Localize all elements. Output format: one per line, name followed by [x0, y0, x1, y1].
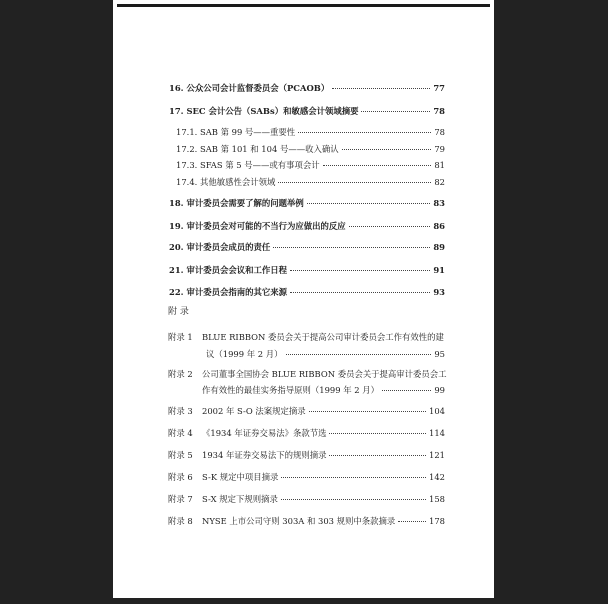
- toc-entry-label: 17.3. SFAS 第 5 号——或有事项会计: [176, 160, 320, 170]
- scan-border-bottom: [113, 598, 494, 604]
- toc-entry-page: 86: [433, 221, 445, 231]
- toc-entry-21[interactable]: [169, 265, 445, 276]
- toc-entry-label: 17.1. SAB 第 99 号——重要性: [176, 127, 296, 137]
- toc-leader-dots: [329, 433, 426, 434]
- toc-entry-label: 17. SEC 会计公告（SABs）和敏感会计领域摘要: [169, 106, 359, 116]
- toc-entry-label: 18. 审计委员会需要了解的问题举例: [169, 198, 304, 208]
- toc-entry-16[interactable]: [169, 83, 445, 94]
- toc-entry-label: 17.2. SAB 第 101 和 104 号——收入确认: [176, 144, 339, 154]
- toc-entry-page: 99: [434, 385, 445, 395]
- toc-entry-page: 95: [434, 349, 445, 359]
- toc-entry-page: 77: [433, 83, 445, 93]
- toc-entry-label: 17.4. 其他敏感性会计领域: [176, 177, 276, 187]
- toc-entry-label: 16. 公众公司会计监督委员会（PCAOB）: [169, 83, 330, 93]
- toc-leader-dots: [382, 390, 431, 391]
- toc-entry-page: 78: [433, 106, 445, 116]
- appendix-heading: 附 录: [168, 307, 189, 317]
- toc-entry-page: 158: [429, 494, 445, 504]
- toc-entry-label: 21. 审计委员会会议和工作日程: [169, 265, 287, 275]
- toc-entry-17[interactable]: [169, 106, 445, 117]
- toc-entry-page: 83: [433, 198, 445, 208]
- toc-entry-page: 79: [434, 144, 445, 154]
- toc-leader-dots: [349, 226, 431, 227]
- toc-leader-dots: [323, 165, 432, 166]
- toc-entry-label: 22. 审计委员会指南的其它来源: [169, 287, 287, 297]
- toc-entry-page: 178: [429, 516, 445, 526]
- document-page: [113, 0, 494, 598]
- toc-leader-dots: [332, 88, 430, 89]
- appendix-title: S-K 规定中项目摘录: [202, 472, 279, 482]
- toc-entry-page: 81: [434, 160, 445, 170]
- toc-leader-dots: [290, 292, 430, 293]
- toc-entry-page: 93: [433, 287, 445, 297]
- toc-entry-page: 121: [429, 450, 445, 460]
- scan-border-left: [0, 0, 113, 604]
- toc-entry-22[interactable]: [169, 287, 445, 298]
- appendix-title: 《1934 年证券交易法》条款节选: [202, 428, 327, 438]
- toc-entry-page: 104: [429, 406, 445, 416]
- appendix-3-entry[interactable]: [202, 406, 445, 417]
- toc-entry-label: 19. 审计委员会对可能的不当行为应做出的反应: [169, 221, 346, 231]
- toc-entry-17-1[interactable]: [176, 127, 445, 138]
- appendix-8-entry[interactable]: [202, 516, 445, 527]
- toc-entry-19[interactable]: [169, 221, 445, 232]
- toc-leader-dots: [281, 477, 426, 478]
- appendix-6-number: 附录 6: [168, 472, 193, 482]
- toc-leader-dots: [273, 247, 430, 248]
- toc-leader-dots: [298, 132, 431, 133]
- appendix-title: 2002 年 S-O 法案规定摘录: [202, 406, 306, 416]
- toc-leader-dots: [286, 354, 432, 355]
- toc-leader-dots: [307, 203, 431, 204]
- toc-entry-page: 114: [429, 428, 445, 438]
- appendix-3-number: 附录 3: [168, 406, 193, 416]
- appendix-title-line2: 作有效性的最佳实务指导原则（1999 年 2 月）: [202, 385, 380, 395]
- toc-entry-page: 142: [429, 472, 445, 482]
- appendix-8-number: 附录 8: [168, 516, 193, 526]
- toc-entry-17-4[interactable]: [176, 177, 445, 188]
- scan-border-right: [494, 0, 608, 604]
- toc-entry-page: 82: [434, 177, 445, 187]
- appendix-title: S-X 规定下规则摘录: [202, 494, 278, 504]
- toc-leader-dots: [329, 455, 426, 456]
- toc-leader-dots: [278, 182, 431, 183]
- appendix-6-entry[interactable]: [202, 472, 445, 483]
- toc-entry-20[interactable]: [169, 242, 445, 253]
- appendix-7-entry[interactable]: [202, 494, 445, 505]
- toc-leader-dots: [361, 111, 430, 112]
- toc-leader-dots: [342, 149, 432, 150]
- toc-leader-dots: [398, 521, 426, 522]
- appendix-2-number: 附录 2: [168, 369, 193, 379]
- page-top-edge: [117, 4, 490, 7]
- appendix-title: NYSE 上市公司守则 303A 和 303 规则中条款摘录: [202, 516, 396, 526]
- appendix-title: 1934 年证券交易法下的规则摘录: [202, 450, 327, 460]
- toc-leader-dots: [309, 411, 426, 412]
- appendix-4-entry[interactable]: [202, 428, 445, 439]
- toc-entry-page: 91: [433, 265, 445, 275]
- appendix-2-title-line1[interactable]: 公司董事全国协会 BLUE RIBBON 委员会关于提高审计委员会工: [202, 369, 447, 379]
- toc-leader-dots: [281, 499, 426, 500]
- appendix-1-number: 附录 1: [168, 332, 193, 342]
- toc-leader-dots: [290, 270, 430, 271]
- toc-entry-label: 20. 审计委员会成员的责任: [169, 242, 271, 252]
- appendix-1-entry[interactable]: [202, 349, 445, 360]
- appendix-5-entry[interactable]: [202, 450, 445, 461]
- toc-entry-17-3[interactable]: [176, 160, 445, 171]
- appendix-title-line2: 议（1999 年 2 月）: [206, 349, 283, 359]
- appendix-4-number: 附录 4: [168, 428, 193, 438]
- appendix-2-entry[interactable]: [202, 385, 445, 396]
- toc-entry-page: 78: [434, 127, 445, 137]
- toc-entry-17-2[interactable]: [176, 144, 445, 155]
- toc-entry-page: 89: [433, 242, 445, 252]
- appendix-1-title-line1[interactable]: BLUE RIBBON 委员会关于提高公司审计委员会工作有效性的建: [202, 332, 444, 342]
- appendix-5-number: 附录 5: [168, 450, 193, 460]
- toc-entry-18[interactable]: [169, 198, 445, 209]
- appendix-7-number: 附录 7: [168, 494, 193, 504]
